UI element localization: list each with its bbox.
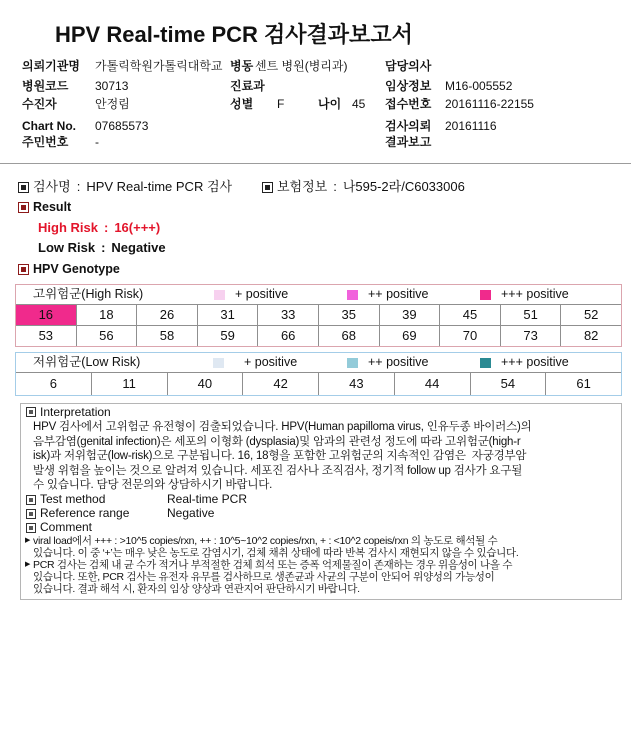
interpretation-box: [20, 403, 622, 600]
interpretation-line: HPV 검사에서 고위험군 유전형이 검출되었습니다. HPV(Human papilloma virus, 인유두종 바이러스)의: [33, 421, 532, 433]
square-bullet-icon: [18, 202, 29, 213]
genotype-cell: 58: [137, 326, 197, 346]
test-name-value: HPV Real-time PCR 검사: [86, 179, 233, 194]
result-heading: Result: [33, 200, 72, 214]
ward-label: 병동: [230, 59, 254, 73]
interpretation-line: 발생 위험을 높이는 것으로 알려져 있습니다. 세포진 검사나 조직검사, 정기적 follow up 검사가 요구될: [33, 464, 523, 477]
genotype-cell: 68: [319, 326, 379, 346]
genotype-cell: 45: [440, 305, 500, 325]
legend-swatch-plus-plus: [347, 290, 358, 300]
comment-line: viral load에서 +++ : >10^5 copies/rxn, ++ : 10^5~10^2 copies/rxn, + : <10^2 copeis/rxn 의 농도로 해석될 수: [33, 535, 498, 547]
low-risk-value: Negative: [111, 240, 166, 255]
legend-plus: [213, 353, 297, 372]
high-risk-result: [38, 220, 160, 236]
high-risk-label: High Risk: [38, 220, 98, 235]
sex-value: F: [277, 97, 285, 111]
low-risk-genotype-table: [15, 352, 622, 396]
comment-text: [33, 535, 619, 559]
high-risk-table-header: [16, 285, 621, 304]
interpretation-line: 수 있습니다. 담당 전문의와 상담하시기 바랍니다.: [33, 479, 273, 491]
legend-label: + positive: [235, 287, 289, 301]
low-risk-table-title: 저위험군(Low Risk): [33, 355, 141, 369]
comment-item: [25, 559, 619, 595]
square-bullet-icon: [262, 182, 273, 193]
separator: :: [76, 179, 81, 194]
square-bullet-icon: [26, 509, 36, 519]
legend-plus-plus-plus: [480, 285, 569, 304]
comment-line: 있습니다. 이 중 ‘+’는 매우 낮은 농도로 감염시기, 검체 채취 상태에 따라 반복 검사시 재현되지 않을 수 있습니다.: [33, 547, 519, 559]
report-date-label: 결과보고: [385, 135, 432, 149]
genotype-cell: 69: [380, 326, 440, 346]
patient-value: 안정림: [95, 97, 130, 111]
age-value: 45: [352, 97, 366, 111]
genotype-cell: 6: [16, 373, 91, 395]
doctor-label: 담당의사: [385, 59, 432, 73]
genotype-cell: 39: [380, 305, 440, 325]
clinical-info-value: M16-005552: [445, 79, 513, 93]
separator: :: [101, 240, 106, 255]
genotype-cell: 42: [243, 373, 318, 395]
request-date-label: 검사의뢰: [385, 119, 432, 133]
chart-no-label: Chart No.: [22, 119, 76, 133]
genotype-cell: 35: [319, 305, 379, 325]
comment-line: 있습니다. 또한, PCR 검사는 유전자 유무를 검사하므로 생존균과 사균의 구분이 안되어 위양성의 가능성이: [33, 571, 495, 583]
legend-swatch-plus-plus: [347, 358, 358, 368]
interpretation-line: 음부감염(genital infection)은 세포의 이형화 (dysplasia)및 암과의 관련성 정도에 따라 고위험군(high-r: [33, 435, 521, 448]
genotype-cell: 51: [501, 305, 561, 325]
interpretation-text: [33, 420, 619, 493]
genotype-cell: 59: [198, 326, 258, 346]
institution-value-tail: 센트 병원(병리과): [255, 59, 348, 73]
test-name-label: 검사명: [33, 179, 71, 194]
legend-label: ++ positive: [368, 287, 429, 301]
legend-plus-plus-plus: [480, 353, 569, 372]
institution-value: 가톨릭학원가톨릭대학교: [95, 59, 223, 73]
receipt-no-label: 접수번호: [385, 97, 432, 111]
legend-swatch-plus: [214, 290, 225, 300]
genotype-cell: 43: [319, 373, 394, 395]
genotype-cell: 82: [561, 326, 621, 346]
separator: :: [333, 179, 337, 194]
chart-no-value: 07685573: [95, 119, 149, 133]
request-date-value: 20161116: [445, 119, 497, 133]
high-risk-genotype-grid: [16, 304, 621, 346]
separator: :: [103, 220, 109, 235]
square-bullet-icon: [18, 264, 29, 275]
insurance-value: 나595-2라/C6033006: [342, 179, 465, 194]
square-bullet-icon: [18, 182, 29, 193]
clinical-info-label: 임상정보: [385, 79, 432, 93]
high-risk-value: 16(+++): [114, 220, 161, 235]
triangle-bullet-icon: ▶: [25, 537, 31, 544]
legend-plus-plus: [347, 353, 428, 372]
genotype-cell: 44: [395, 373, 470, 395]
square-bullet-icon: [26, 407, 36, 417]
genotype-cell: 53: [16, 326, 76, 346]
interpretation-heading: Interpretation: [40, 405, 111, 419]
legend-label: + positive: [244, 355, 298, 369]
comment-text: [33, 559, 619, 595]
age-label: 나이: [318, 97, 342, 111]
interpretation-line: isk)과 저위험군(low-risk)으로 구분됩니다. 16, 18형을 포함한 고위험군의 지속적인 감염은 자궁경부암: [33, 450, 527, 462]
low-risk-result: [38, 240, 166, 256]
genotype-cell: 70: [440, 326, 500, 346]
patient-label: 수진자: [22, 97, 57, 111]
insurance-info: [277, 179, 465, 195]
genotype-cell: 16: [16, 305, 76, 325]
comment-list: [25, 535, 619, 595]
genotype-cell: 61: [546, 373, 621, 395]
genotype-cell: 40: [168, 373, 243, 395]
genotype-heading: HPV Genotype: [33, 262, 120, 276]
comment-heading: Comment: [40, 520, 93, 534]
comment-line: PCR 검사는 검체 내 균 수가 적거나 부적절한 검체 희석 또는 증폭 억제물질이 존재하는 경우 위음성이 나올 수: [33, 559, 513, 571]
header-divider: [0, 163, 631, 164]
report-title: HPV Real-time PCR 검사결과보고서: [55, 22, 413, 47]
genotype-cell: 52: [561, 305, 621, 325]
hospital-code-value: 30713: [95, 79, 129, 93]
low-risk-genotype-grid: [16, 372, 621, 395]
test-method-label: Test method: [40, 492, 106, 506]
institution-label: 의뢰기관명: [22, 59, 80, 73]
genotype-cell: 11: [92, 373, 167, 395]
low-risk-label: Low Risk: [38, 240, 96, 255]
triangle-bullet-icon: ▶: [25, 561, 31, 568]
low-risk-table-header: [16, 353, 621, 372]
resident-no-label: 주민번호: [22, 135, 69, 149]
genotype-cell: 66: [258, 326, 318, 346]
test-name: [33, 179, 232, 195]
high-risk-table-title: 고위험군(High Risk): [33, 287, 144, 301]
department-label: 진료과: [230, 79, 265, 93]
legend-swatch-plus-plus-plus: [480, 358, 491, 368]
sex-label: 성별: [230, 97, 254, 111]
resident-no-value: -: [95, 135, 99, 149]
hospital-code-label: 병원코드: [22, 79, 69, 93]
genotype-cell: 56: [77, 326, 137, 346]
reference-range-value: Negative: [167, 506, 215, 520]
legend-label: +++ positive: [501, 355, 569, 369]
genotype-cell: 18: [77, 305, 137, 325]
comment-line: 있습니다. 결과 해석 시, 환자의 임상 양상과 연관지어 판단하시기 바랍니다.: [33, 583, 360, 595]
legend-plus-plus: [347, 285, 428, 304]
test-method-value: Real-time PCR: [167, 492, 248, 506]
genotype-cell: 26: [137, 305, 197, 325]
legend-swatch-plus-plus-plus: [480, 290, 491, 300]
receipt-no-value: 20161116-22155: [445, 97, 534, 111]
legend-label: +++ positive: [501, 287, 569, 301]
comment-item: [25, 535, 619, 559]
insurance-label: 보험정보: [277, 179, 328, 194]
genotype-cell: 33: [258, 305, 318, 325]
reference-range-label: Reference range: [40, 506, 130, 520]
square-bullet-icon: [26, 523, 36, 533]
genotype-cell: 54: [471, 373, 546, 395]
legend-plus: [214, 285, 288, 304]
legend-label: ++ positive: [368, 355, 429, 369]
high-risk-genotype-table: [15, 284, 622, 347]
square-bullet-icon: [26, 495, 36, 505]
legend-swatch-plus: [213, 358, 224, 368]
genotype-cell: 73: [501, 326, 561, 346]
genotype-cell: 31: [198, 305, 258, 325]
